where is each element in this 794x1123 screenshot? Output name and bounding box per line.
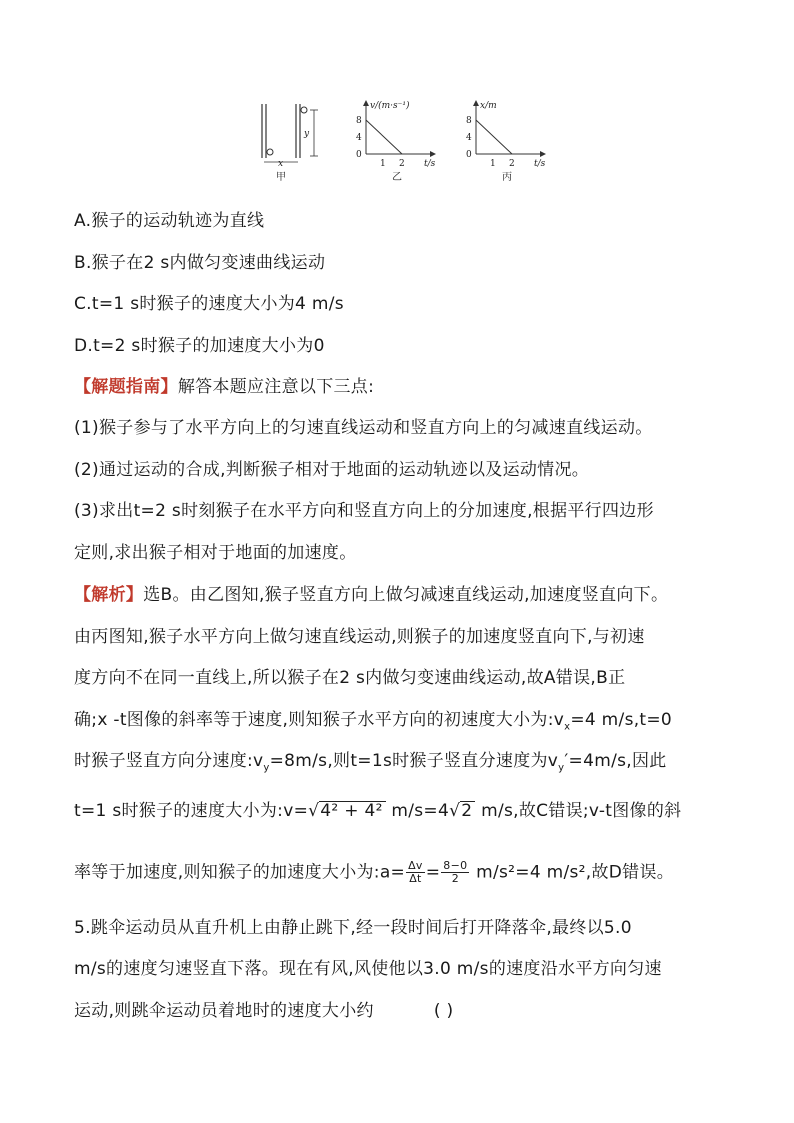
x-label: x <box>278 159 284 169</box>
caption-jia: 甲 <box>276 172 286 183</box>
x-axis-label: t/s <box>424 159 436 169</box>
origin-label: 0 <box>466 150 472 160</box>
guide-intro: 解答本题应注意以下三点: <box>177 377 375 397</box>
answer-bracket[interactable]: ( ) <box>433 1001 454 1021</box>
panel-bing <box>466 100 546 183</box>
monkey-top-icon <box>301 107 307 113</box>
y-tick-8: 8 <box>356 116 362 126</box>
sqrt-expression: 4² + 4² <box>319 801 385 820</box>
velocity-line <box>366 120 402 154</box>
analysis-line-1 <box>74 584 668 606</box>
guide-point-2: (2)通过运动的合成,判断猴子相对于地面的运动轨迹以及运动情况。 <box>74 460 590 480</box>
question5-line-3: 运动,则跳伞运动员着地时的速度大小约 ( ) <box>74 1001 454 1021</box>
panel-jia <box>262 104 318 183</box>
origin-label: 0 <box>356 150 362 160</box>
caption-yi: 乙 <box>392 172 402 183</box>
y-axis-label: x/m <box>480 101 497 111</box>
analysis-line-3: 度方向不在同一直线上,所以猴子在2 s内做匀变速曲线运动,故A错误,B正 <box>74 668 626 688</box>
guide-point-1: (1)猴子参与了水平方向上的匀速直线运动和竖直方向上的匀减速直线运动。 <box>74 418 653 438</box>
x-axis-label: t/s <box>534 159 546 169</box>
caption-bing: 丙 <box>502 172 512 183</box>
y-tick-8: 8 <box>466 116 472 126</box>
question5-line-2: m/s的速度匀速竖直下落。现在有风,风使他以3.0 m/s的速度沿水平方向匀速 <box>74 959 662 979</box>
option-b: B.猴子在2 s内做匀变速曲线运动 <box>74 253 326 273</box>
guide-tag: 【解题指南】 <box>74 377 178 397</box>
position-line <box>476 120 512 154</box>
guide-point-3b: 定则,求出猴子相对于地面的加速度。 <box>74 543 357 563</box>
monkey-bottom-icon <box>267 149 273 155</box>
option-a: A.猴子的运动轨迹为直线 <box>74 211 265 231</box>
analysis-line-5: 时猴子竖直方向分速度$:v_y=8m/s$,则t=1s时猴子竖直分速度为$v_y'=4m/s$,因此 <box>74 751 667 774</box>
analysis-tag: 【解析】 <box>74 585 144 605</box>
x-tick-1: 1 <box>490 159 496 169</box>
x-tick-1: 1 <box>380 159 386 169</box>
question5-line-1: 5.跳伞运动员从直升机上由静止跳下,经一段时间后打开降落伞,最终以5.0 <box>74 918 632 938</box>
x-tick-2: 2 <box>399 159 405 169</box>
analysis-text-1: 选B。由乙图知,猴子竖直方向上做匀减速直线运动,加速度竖直向下。 <box>143 585 669 605</box>
guide-intro-line <box>74 376 374 398</box>
figure-group <box>240 96 570 186</box>
x-tick-2: 2 <box>509 159 515 169</box>
y-axis-label: v/(m·s⁻¹) <box>370 101 410 111</box>
analysis-line-7: 率等于加速度,则知猴子的加速度大小为:a= $\frac{\Delta v}{\Delta t}$ = $\frac{8-0}{2}$ m/s²=4 m/s²,故D错误。 <box>74 859 675 885</box>
analysis-line-2: 由丙图知,猴子水平方向上做匀速直线运动,则猴子的加速度竖直向下,与初速 <box>74 627 645 647</box>
analysis-line-6: t=1 s时猴子的速度大小为:v=√4² + 4² m/s=4√2 m/s,故C错误;v-t图像的斜 <box>74 801 682 821</box>
guide-point-3a: (3)求出t=2 s时刻猴子在水平方向和竖直方向上的分加速度,根据平行四边形 <box>74 501 654 521</box>
option-c: C.t=1 s时猴子的速度大小为4 m/s <box>74 294 344 314</box>
y-label: y <box>304 129 310 139</box>
figure-svg <box>240 96 570 186</box>
panel-yi <box>356 100 436 183</box>
fraction-dv-dt: $\frac{\Delta v}{\Delta t}$ <box>408 859 423 885</box>
analysis-line-4: 确;x -t图像的斜率等于速度,则知猴子水平方向的初速度大小为$:v_x=4$ m/s,t=0 <box>74 710 673 733</box>
y-tick-4: 4 <box>356 133 362 143</box>
option-d: D.t=2 s时猴子的加速度大小为0 <box>74 336 325 356</box>
sqrt-two: 2 <box>460 801 475 820</box>
fraction-values: $\frac{8-0}{2}$ <box>443 859 468 885</box>
y-tick-4: 4 <box>466 133 472 143</box>
